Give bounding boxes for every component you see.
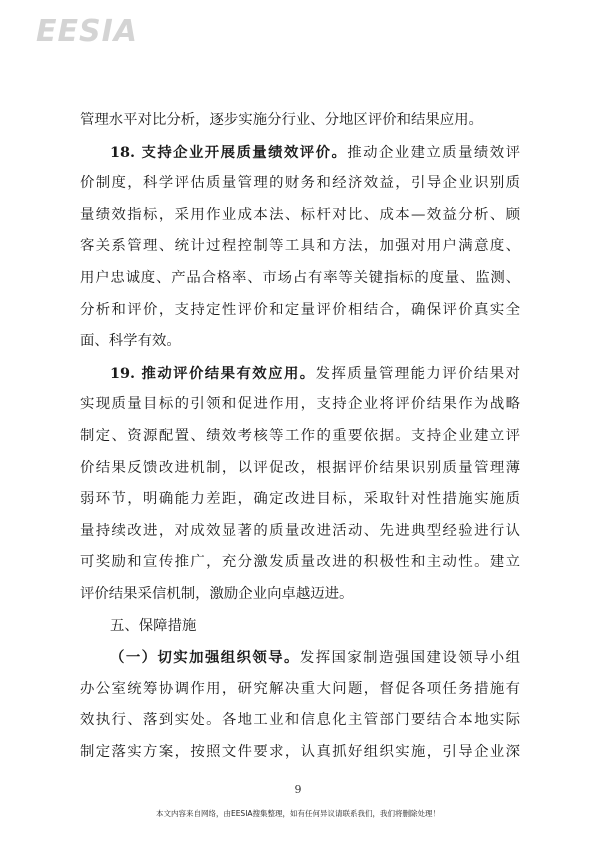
document-body (80, 105, 520, 768)
section-5-title: 五、保障措施 (110, 617, 197, 634)
text-line: 管理水平对比分析，逐步实施分行业、分地区评价和结果应用。 (80, 112, 483, 128)
text-line: 办公室统筹协调作用，研究解决重大问题，督促各项任务措施有 (80, 680, 520, 697)
text-line: 制定落实方案，按照文件要求，认真抓好组织实施，引导企业深 (80, 743, 520, 760)
text-line: 用户忠诚度、产品合格率、市场占有率等关键指标的度量、监测、 (80, 269, 520, 286)
paragraph-19-heading: 19. 推动评价结果有效应用。 (110, 364, 316, 382)
paragraph-18-first-line (80, 137, 520, 169)
text-line: 客关系管理、统计过程控制等工具和方法，加强对用户满意度、 (80, 238, 520, 255)
text-line: 价结果反馈改进机制，以评促改，根据评价结果识别质量管理薄 (80, 459, 520, 476)
paragraph-19-first-line (80, 358, 520, 390)
subsection-1-text: 发挥国家制造强国建设领导小组 (299, 650, 520, 667)
text-line: 分析和评价，支持定性评价和定量评价相结合，确保评价真实全 (80, 301, 520, 318)
text-line: 面、科学有效。 (80, 333, 181, 350)
text-line: 评价结果采信机制，激励企业向卓越迈进。 (80, 585, 354, 602)
eesia-watermark-logo: EESIA (36, 14, 138, 49)
text-line: 可奖励和宣传推广，充分激发质量改进的积极性和主动性。建立 (80, 554, 520, 571)
paragraph-18-text: 推动企业建立质量绩效评 (347, 144, 520, 161)
subsection-1-first-line (80, 642, 520, 674)
paragraph-18-heading: 18. 支持企业开展质量绩效评价。 (110, 143, 348, 161)
footer-disclaimer: 本文内容来自网络，由EESIA搜集整理，如有任何异议请联系我们，我们将删除处理！ (155, 809, 441, 818)
text-line: 制定、资源配置、绩效考核等工作的重要依据。支持企业建立评 (80, 427, 520, 444)
text-line: 实现质量目标的引领和促进作用，支持企业将评价结果作为战略 (80, 396, 520, 413)
text-line: 价制度，科学评估质量管理的财务和经济效益，引导企业识别质 (80, 175, 520, 192)
page-number: 9 (294, 783, 302, 796)
text-line: 量绩效指标，采用作业成本法、标杆对比、成本—效益分析、顾 (80, 206, 520, 223)
subsection-1-heading: （一）切实加强组织领导。 (110, 649, 300, 667)
text-line: 弱环节，明确能力差距，确定改进目标，采取针对性措施实施质 (80, 491, 520, 508)
text-line: 量持续改进，对成效显著的质量改进活动、先进典型经验进行认 (80, 522, 520, 539)
paragraph-19-text: 发挥质量管理能力评价结果对 (315, 365, 520, 382)
text-line: 效执行、落到实处。各地工业和信息化主管部门要结合本地实际 (80, 712, 520, 729)
